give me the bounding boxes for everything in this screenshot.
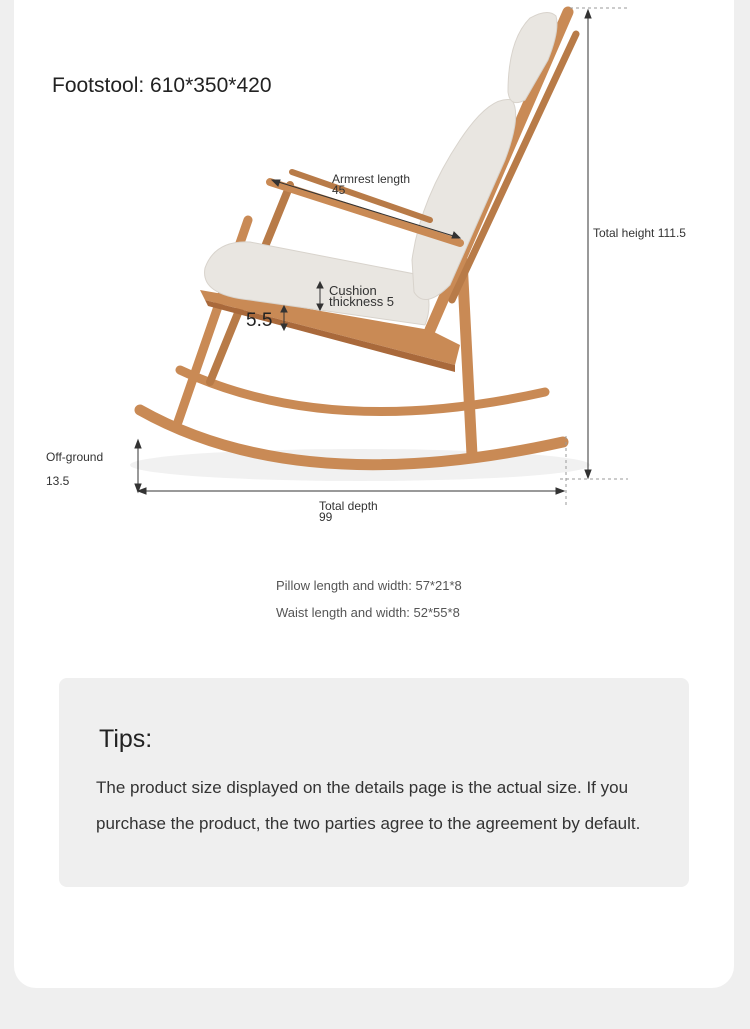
cushion-line-1: Cushion [329, 283, 377, 298]
tips-text: The product size displayed on the details page is the actual size. If you purchase the product, the two parties agree to the agreement by default. [96, 778, 641, 833]
tips-title: Tips: [99, 725, 153, 753]
waist-size-caption: Waist length and width: 52*55*8 [276, 605, 460, 620]
off-ground-label [46, 445, 103, 493]
off-ground-title: Off-ground [46, 450, 104, 464]
depth-value: 99 [319, 510, 333, 524]
total-height-label: Total height 111.5 [593, 226, 686, 240]
seat-height-value: 5.5 [246, 310, 273, 331]
off-ground-value: 13.5 [46, 474, 70, 488]
cushion-thickness-label [329, 285, 394, 307]
total-depth-label [319, 501, 378, 523]
armrest-title: Armrest length [332, 172, 411, 186]
pillow-size-caption: Pillow length and width: 57*21*8 [276, 578, 462, 593]
armrest-value: 45 [332, 183, 346, 197]
footstool-dimensions: Footstool: 610*350*420 [52, 74, 272, 97]
armrest-length-label [332, 174, 410, 196]
depth-title: Total depth [319, 499, 378, 513]
tips-box [59, 678, 689, 887]
cushion-line-2: thickness 5 [329, 294, 395, 309]
